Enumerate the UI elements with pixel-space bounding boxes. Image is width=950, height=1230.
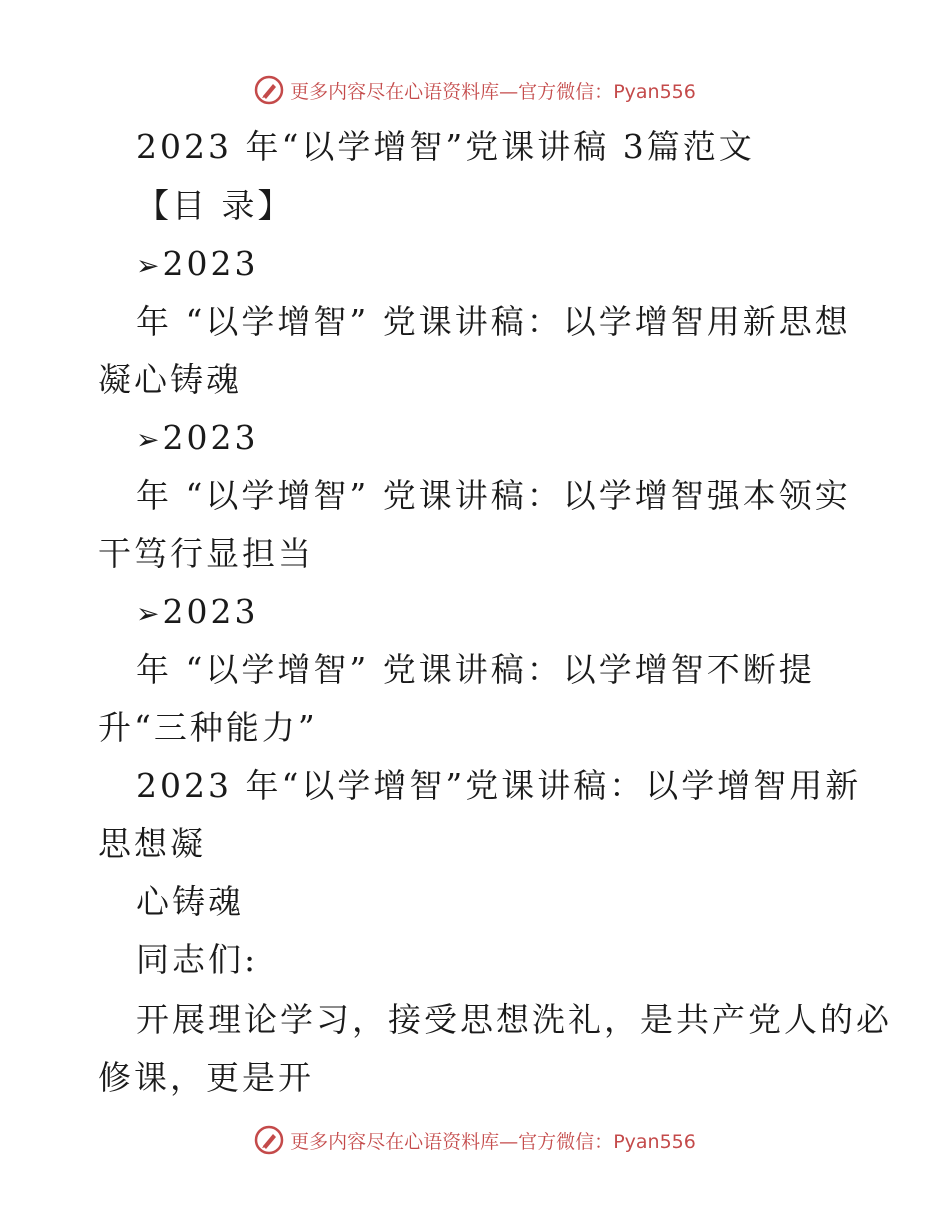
toc-item-2-year[interactable]: ➢2023 <box>136 418 259 457</box>
toc-heading: 【目 录】 <box>136 186 294 225</box>
wechat-id: Pyan556 <box>613 1130 696 1153</box>
toc-item-1-year[interactable]: ➢2023 <box>136 244 259 283</box>
toc-item-3-year[interactable]: ➢2023 <box>136 592 259 631</box>
section-title-line2: 思想凝 <box>98 824 206 863</box>
watermark-text: 更多内容尽在心语资料库—官方微信：Pyan556 <box>290 80 696 103</box>
paragraph-line1: 开展理论学习，接受思想洗礼，是共产党人的必 <box>136 1000 892 1039</box>
greeting: 同志们: <box>136 940 259 979</box>
toc-item-2-line2[interactable]: 干笃行显担当 <box>98 534 314 573</box>
paragraph-line2: 修课，更是开 <box>98 1058 314 1097</box>
document-title: 2023 年“以学增智”党课讲稿 3篇范文 <box>136 127 755 166</box>
toc-item-3-line2[interactable]: 升“三种能力” <box>98 708 318 747</box>
watermark-banner-bottom <box>0 1120 950 1160</box>
section-title-line3: 心铸魂 <box>136 882 244 921</box>
section-title-line1: 2023 年“以学增智”党课讲稿：以学增智用新 <box>136 766 862 805</box>
arrow-bullet-icon: ➢ <box>136 423 163 456</box>
watermark-text: 更多内容尽在心语资料库—官方微信：Pyan556 <box>290 1130 696 1153</box>
toc-item-2-line1[interactable]: 年 “以学增智” 党课讲稿：以学增智强本领实 <box>136 476 851 515</box>
toc-item-3-line1[interactable]: 年 “以学增智” 党课讲稿：以学增智不断提 <box>136 650 815 689</box>
toc-item-1-line2[interactable]: 凝心铸魂 <box>98 360 242 399</box>
wechat-id: Pyan556 <box>613 80 696 103</box>
arrow-bullet-icon: ➢ <box>136 597 163 630</box>
arrow-bullet-icon: ➢ <box>136 249 163 282</box>
pen-logo-icon <box>254 1125 284 1155</box>
toc-item-1-line1[interactable]: 年 “以学增智” 党课讲稿：以学增智用新思想 <box>136 302 851 341</box>
